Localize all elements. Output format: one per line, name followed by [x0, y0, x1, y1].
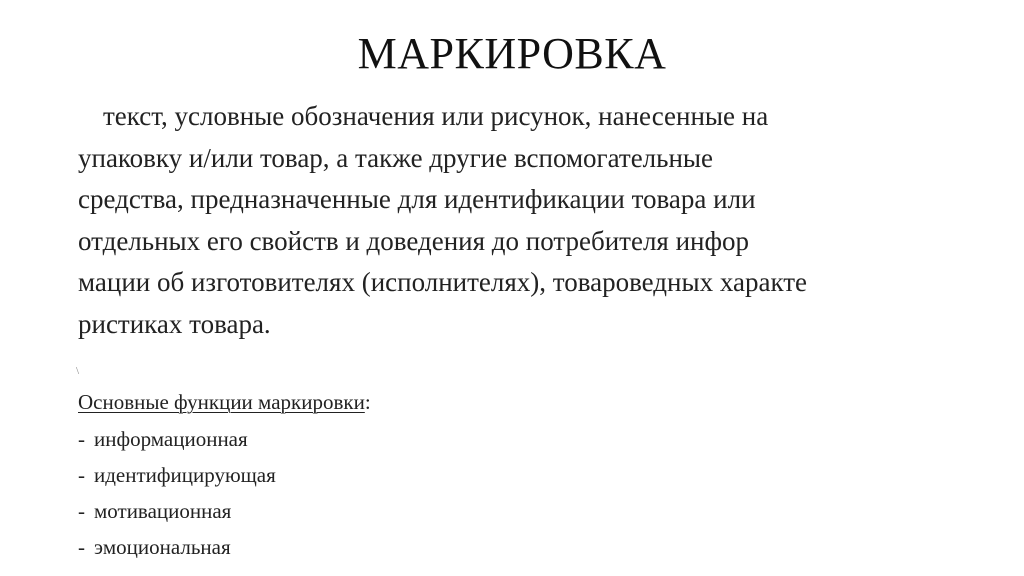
function-label: эмоциональная: [94, 535, 231, 559]
definition-line: средства, предназначенные для идентификации товара или: [78, 184, 756, 214]
dash-bullet: -: [78, 535, 85, 559]
list-item: [78, 421, 276, 457]
list-item: [78, 457, 276, 493]
functions-heading: [78, 385, 371, 419]
function-label: идентифицирующая: [94, 463, 276, 487]
definition-line-text: текст, условные обозначения или рисунок, нанесенные на: [103, 101, 769, 131]
stray-mark: \: [76, 365, 80, 377]
function-label: мотивационная: [94, 499, 232, 523]
definition-line: мации об изготовителях (исполнителях), товароведных характе: [78, 267, 808, 297]
functions-list: [78, 421, 276, 565]
dash-bullet: -: [78, 463, 85, 487]
dash-bullet: -: [78, 499, 85, 523]
functions-heading-colon: :: [364, 390, 371, 414]
definition-line: упаковку и/или товар, а также другие вспомогательные: [78, 142, 714, 173]
dash-bullet: -: [78, 427, 85, 451]
function-label: информационная: [94, 427, 248, 451]
definition-line: [78, 96, 978, 138]
definition-paragraph: [78, 96, 978, 345]
list-item: [78, 493, 276, 529]
definition-line: ристиках товара.: [78, 308, 271, 339]
slide-title: МАРКИРОВКА: [357, 29, 667, 78]
functions-heading-text: Основные функции маркировки: [78, 390, 365, 414]
definition-line: отдельных его свойств и доведения до потребителя инфор: [78, 225, 749, 256]
list-item: [78, 529, 276, 565]
